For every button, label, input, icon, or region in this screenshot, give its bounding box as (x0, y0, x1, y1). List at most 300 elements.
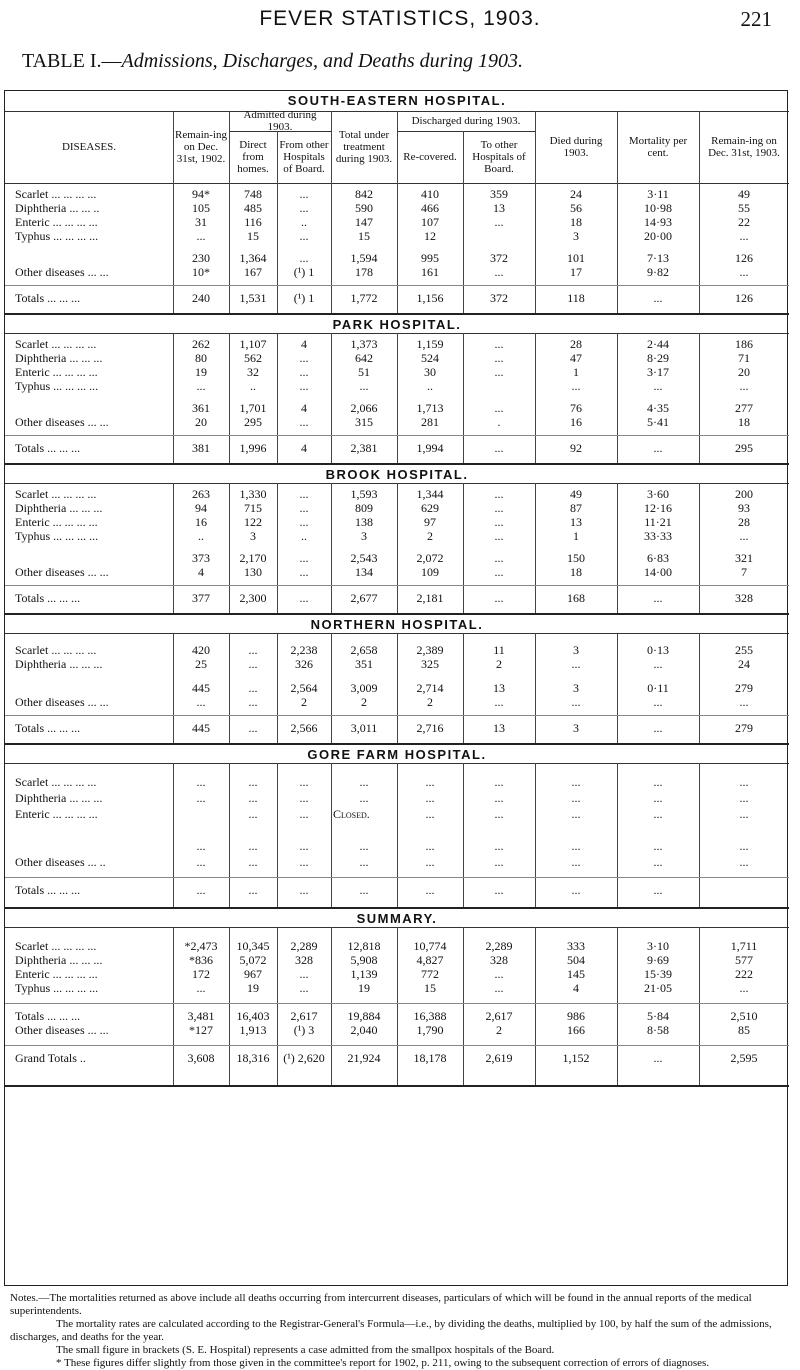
row-label: Typhus ... ... ... ... (15, 981, 99, 995)
table-cell: ... (494, 215, 504, 229)
table-row (5, 265, 789, 279)
table-cell: 150 (567, 551, 585, 565)
table-cell: ... (571, 657, 581, 671)
table-cell: 230 (192, 251, 210, 265)
row-label: Totals ... ... ... (15, 441, 81, 455)
table-cell: 118 (567, 291, 585, 305)
table-cell: 10* (192, 265, 210, 279)
table-cell: 1,913 (239, 1023, 267, 1037)
table-cell: 263 (192, 487, 210, 501)
table-cell: ... (299, 515, 309, 529)
table-cell: 445 (192, 721, 210, 735)
note-2: The mortality rates are calculated according to the Registrar-General's Formula—i.e., by dividing the deaths, multiplied by 100, by half the sum of the admissions, discharges, and deaths for the year. (10, 1318, 772, 1343)
table-cell: 2,566 (290, 721, 318, 735)
table-cell: 10·98 (644, 201, 672, 215)
table-cell: 49 (570, 487, 582, 501)
row-label: Totals ... ... ... (15, 721, 81, 735)
table-cell: ... (494, 839, 504, 853)
table-cell: 2 (496, 1023, 502, 1037)
table-cell: 1,364 (239, 251, 267, 265)
table-cell: 2 (427, 695, 433, 709)
table-cell: 3 (250, 529, 256, 543)
table-row (5, 1009, 789, 1023)
totals-rule (5, 585, 789, 586)
totals-rule (5, 715, 789, 716)
table-cell: ... (299, 565, 309, 579)
table-cell: ... (739, 791, 749, 805)
table-cell: ... (359, 775, 369, 789)
table-cell: 12 (424, 229, 436, 243)
table-cell: 4 (573, 981, 579, 995)
table-cell: 3·11 (647, 187, 669, 201)
table-cell: .. (427, 379, 433, 393)
table-cell: 359 (490, 187, 508, 201)
table-cell: 25 (195, 657, 207, 671)
table-cell: ... (494, 981, 504, 995)
table-row (5, 401, 789, 415)
table-cell: ... (299, 487, 309, 501)
table-cell: 24 (570, 187, 582, 201)
table-row (5, 1051, 789, 1065)
header-total-under (333, 111, 395, 183)
table-cell: ... (425, 855, 435, 869)
table-cell: 18 (570, 215, 582, 229)
table-cell: 138 (355, 515, 373, 529)
table-cell: (¹) 1 (293, 291, 315, 305)
table-cell: 109 (421, 565, 439, 579)
row-label: Enteric ... ... ... ... (15, 807, 98, 821)
table-cell: 18,178 (413, 1051, 447, 1065)
header-to-other (465, 131, 533, 183)
row-label: Other diseases ... ... (15, 265, 109, 279)
table-cell: 13 (570, 515, 582, 529)
table-cell: 9·82 (647, 265, 669, 279)
table-title-prefix: TABLE I.— (22, 50, 122, 72)
table-cell: 10,774 (413, 939, 447, 953)
table-cell: 15 (358, 229, 370, 243)
table-cell: ... (739, 695, 749, 709)
table-cell: 167 (244, 265, 262, 279)
table-title-italic: Admissions, Discharges, and Deaths during 1903. (121, 50, 523, 72)
table-cell: 420 (192, 643, 210, 657)
table-cell: 279 (735, 681, 753, 695)
table-cell: 1 (573, 365, 579, 379)
table-cell: 80 (195, 351, 207, 365)
header-recovered (399, 131, 461, 183)
table-cell: ... (299, 187, 309, 201)
table-cell: 1,994 (416, 441, 444, 455)
table-cell: 5·84 (647, 1009, 669, 1023)
table-cell: ... (248, 721, 258, 735)
section-rule (5, 743, 789, 745)
table-cell: ... (494, 775, 504, 789)
table-cell: 3,481 (187, 1009, 215, 1023)
table-cell: ... (359, 883, 369, 897)
table-cell: ... (299, 501, 309, 515)
table-cell: 145 (567, 967, 585, 981)
table-cell: 410 (421, 187, 439, 201)
table-cell: 32 (247, 365, 259, 379)
table-cell: 134 (355, 565, 373, 579)
table-cell: ... (299, 967, 309, 981)
table-cell: 14·00 (644, 565, 672, 579)
table-row (5, 291, 789, 305)
table-cell: ... (299, 379, 309, 393)
table-cell: ... (494, 529, 504, 543)
table-cell: ... (299, 883, 309, 897)
table-row (5, 337, 789, 351)
table-cell: ... (494, 551, 504, 565)
table-cell: 16,403 (236, 1009, 270, 1023)
table-cell: 2,510 (730, 1009, 758, 1023)
table-cell: ... (571, 839, 581, 853)
table-cell: ... (248, 695, 258, 709)
table-cell: 1,156 (416, 291, 444, 305)
table-cell: 21·05 (644, 981, 672, 995)
table-cell: ... (653, 657, 663, 671)
table-cell: ... (571, 807, 581, 821)
table-cell: ... (494, 807, 504, 821)
table-cell: 562 (244, 351, 262, 365)
table-cell: 2 (496, 657, 502, 671)
table-cell: 2·44 (647, 337, 669, 351)
table-row (5, 351, 789, 365)
table-cell: 295 (735, 441, 753, 455)
section-title-1: PARK HOSPITAL. (332, 317, 462, 332)
table-cell: ... (494, 883, 504, 897)
table-row (5, 215, 789, 229)
table-cell: 333 (567, 939, 585, 953)
table-cell: 373 (192, 551, 210, 565)
table-cell: 1,330 (239, 487, 267, 501)
table-cell: 11·21 (644, 515, 672, 529)
row-label: Totals ... ... ... (15, 591, 81, 605)
table-cell: 13 (493, 681, 505, 695)
row-label: Enteric ... ... ... ... (15, 365, 98, 379)
table-cell: 21,924 (347, 1051, 381, 1065)
table-cell: 372 (490, 291, 508, 305)
table-cell: 51 (358, 365, 370, 379)
row-label: Typhus ... ... ... ... (15, 379, 99, 393)
table-cell: 20 (738, 365, 750, 379)
table-cell: 10,345 (236, 939, 270, 953)
table-row (5, 721, 789, 735)
table-cell: 466 (421, 201, 439, 215)
table-cell: 372 (490, 251, 508, 265)
table-row (5, 365, 789, 379)
row-label: Typhus ... ... ... ... (15, 529, 99, 543)
table-cell: .. (301, 215, 307, 229)
table-row (5, 501, 789, 515)
table-cell: 87 (570, 501, 582, 515)
table-cell: 328 (295, 953, 313, 967)
table-cell: 842 (355, 187, 373, 201)
table-cell: ... (299, 807, 309, 821)
table-cell: 351 (355, 657, 373, 671)
table-cell: 20 (195, 415, 207, 429)
table-row (5, 953, 789, 967)
table-cell: 93 (738, 501, 750, 515)
table-cell: 2,564 (290, 681, 318, 695)
table-cell: ... (653, 379, 663, 393)
table-cell: ... (425, 775, 435, 789)
table-cell: ... (653, 1051, 663, 1065)
note-1: Notes.—The mortalities returned as above include all deaths occurring from intercurrent diseases, particulars of which will be found in the annual reports of the medical superintendents. (10, 1292, 752, 1317)
table-cell: ... (299, 775, 309, 789)
totals-rule (5, 877, 789, 878)
table-cell: ... (299, 839, 309, 853)
table-cell: 56 (570, 201, 582, 215)
table-cell: .. (301, 529, 307, 543)
table-cell: 4 (301, 401, 307, 415)
table-cell: ... (739, 981, 749, 995)
table-cell: 13 (493, 201, 505, 215)
table-cell: ... (653, 855, 663, 869)
table-cell: ... (248, 839, 258, 853)
table-cell: 2,072 (416, 551, 444, 565)
row-label: Grand Totals .. (15, 1051, 86, 1065)
table-cell: 7·13 (647, 251, 669, 265)
table-cell: 55 (738, 201, 750, 215)
table-cell: 11 (493, 643, 505, 657)
header-remaining-start (175, 111, 227, 183)
table-cell: ... (299, 251, 309, 265)
section-title-5: SUMMARY. (356, 911, 438, 926)
table-cell: 8·58 (647, 1023, 669, 1037)
table-cell: 28 (738, 515, 750, 529)
row-label: Diphtheria ... ... ... (15, 791, 103, 805)
table-cell: 47 (570, 351, 582, 365)
closed-text: Closed. (333, 807, 370, 821)
table-cell: 126 (735, 291, 753, 305)
table-cell: 16 (570, 415, 582, 429)
table-cell: 166 (567, 1023, 585, 1037)
table-row (5, 643, 789, 657)
table-cell: ... (196, 229, 206, 243)
table-cell: 326 (295, 657, 313, 671)
table-cell: 967 (244, 967, 262, 981)
table-cell: 381 (192, 441, 210, 455)
table-cell: 2,040 (350, 1023, 378, 1037)
table-cell: 2,543 (350, 551, 378, 565)
row-label: Totals ... ... ... (15, 1009, 81, 1023)
table-cell: ... (571, 883, 581, 897)
table-cell: 524 (421, 351, 439, 365)
table-cell: 504 (567, 953, 585, 967)
table-cell: 14·93 (644, 215, 672, 229)
table-cell: 4 (301, 441, 307, 455)
table-cell: 16 (195, 515, 207, 529)
table-cell: ... (248, 883, 258, 897)
table-cell: 2 (361, 695, 367, 709)
table-cell: 748 (244, 187, 262, 201)
section-rule (5, 907, 789, 909)
table-cell: ... (359, 855, 369, 869)
table-cell: ... (425, 791, 435, 805)
table-cell: 85 (738, 1023, 750, 1037)
header-discharged (399, 111, 533, 131)
table-cell: .. (198, 529, 204, 543)
table-cell: 1,593 (350, 487, 378, 501)
table-cell: 1,701 (239, 401, 267, 415)
row-label: Enteric ... ... ... ... (15, 515, 98, 529)
table-row (5, 251, 789, 265)
table-row (5, 441, 789, 455)
table-cell: 178 (355, 265, 373, 279)
table-cell: 2,300 (239, 591, 267, 605)
table-cell: 13 (493, 721, 505, 735)
table-cell: ... (739, 229, 749, 243)
table-cell: ... (196, 775, 206, 789)
table-cell: ... (653, 883, 663, 897)
table-row (5, 939, 789, 953)
table-cell: 30 (424, 365, 436, 379)
table-cell: 4 (198, 565, 204, 579)
table-row (5, 529, 789, 543)
table-bottom-rule (5, 1085, 789, 1087)
table-cell: 12,818 (347, 939, 381, 953)
table-cell: 325 (421, 657, 439, 671)
table-cell: 809 (355, 501, 373, 515)
table-cell: 3 (361, 529, 367, 543)
section-title-4: GORE FARM HOSPITAL. (307, 747, 487, 762)
section-rule (5, 313, 789, 315)
table-row (5, 775, 789, 789)
table-cell: 2,381 (350, 441, 378, 455)
row-label: Scarlet ... ... ... ... (15, 337, 97, 351)
note-4: * These figures differ slightly from those given in the committee's report for 1902, p. 211, owing to the subsequent correction of errors of diagnoses. (56, 1357, 710, 1369)
table-cell: ... (653, 791, 663, 805)
table-cell: ... (739, 529, 749, 543)
table-cell: 1,711 (730, 939, 758, 953)
section-title-3: NORTHERN HOSPITAL. (310, 617, 484, 632)
row-label: Enteric ... ... ... ... (15, 215, 98, 229)
table-cell: 1,531 (239, 291, 267, 305)
hdr-rule (229, 131, 331, 132)
table-cell: ... (494, 565, 504, 579)
table-row (5, 807, 789, 821)
table-cell: 122 (244, 515, 262, 529)
table-cell: 15·39 (644, 967, 672, 981)
table-row (5, 187, 789, 201)
row-label: Other diseases ... ... (15, 565, 109, 579)
table-cell: ... (248, 791, 258, 805)
table-cell: 19 (195, 365, 207, 379)
statistics-table (4, 90, 788, 1286)
header-died (537, 111, 615, 183)
row-label: Other diseases ... ... (15, 1023, 109, 1037)
table-cell: ... (248, 681, 258, 695)
table-cell: (¹) 3 (293, 1023, 315, 1037)
table-cell: 71 (738, 351, 750, 365)
table-cell: ... (653, 695, 663, 709)
table-cell: 1 (573, 529, 579, 543)
table-cell: 3·60 (647, 487, 669, 501)
table-cell: 17 (570, 265, 582, 279)
table-cell: 2,289 (485, 939, 513, 953)
table-row (5, 591, 789, 605)
table-row (5, 839, 789, 853)
table-cell: 3,011 (350, 721, 378, 735)
table-cell: 15 (247, 229, 259, 243)
table-cell: 12·16 (644, 501, 672, 515)
table-cell: 772 (421, 967, 439, 981)
table-cell: 2,617 (290, 1009, 318, 1023)
table-cell: 377 (192, 591, 210, 605)
table-cell: 16,388 (413, 1009, 447, 1023)
table-row (5, 201, 789, 215)
table-cell: 590 (355, 201, 373, 215)
totals-rule (5, 1045, 789, 1046)
table-cell: 255 (735, 643, 753, 657)
table-row (5, 551, 789, 565)
table-cell: 24 (738, 657, 750, 671)
table-cell: 1,139 (350, 967, 378, 981)
table-cell: 19,884 (347, 1009, 381, 1023)
header-diseases-text: DISEASES. (61, 141, 117, 153)
table-cell: 262 (192, 337, 210, 351)
table-cell: ... (248, 855, 258, 869)
table-cell: 94* (192, 187, 210, 201)
table-cell: 31 (195, 215, 207, 229)
table-cell: 3 (573, 721, 579, 735)
table-row (5, 657, 789, 671)
row-label: Scarlet ... ... ... ... (15, 939, 97, 953)
table-notes (10, 1292, 780, 1370)
table-cell: 4·35 (647, 401, 669, 415)
table-cell: (¹) 2,620 (283, 1051, 325, 1065)
table-cell: *2,473 (184, 939, 218, 953)
table-cell: ... (299, 791, 309, 805)
table-cell: .. (250, 379, 256, 393)
header-mortality (619, 111, 697, 183)
header-diseases (7, 111, 171, 183)
table-cell: 2,619 (485, 1051, 513, 1065)
table-cell: ... (494, 515, 504, 529)
table-cell: 328 (490, 953, 508, 967)
table-cell: 28 (570, 337, 582, 351)
running-header (0, 5, 800, 39)
table-cell: ... (494, 501, 504, 515)
table-cell: 5,908 (350, 953, 378, 967)
table-cell: ... (739, 379, 749, 393)
table-cell: 642 (355, 351, 373, 365)
header-remaining-end-text: Remain-ing on Dec. 31st, 1903. (708, 135, 780, 159)
table-cell: 3 (573, 229, 579, 243)
table-cell: ... (425, 839, 435, 853)
table-row (5, 791, 789, 805)
table-cell: ... (653, 775, 663, 789)
table-cell: ... (196, 981, 206, 995)
table-row (5, 981, 789, 995)
table-cell: ... (494, 401, 504, 415)
table-cell: ... (359, 379, 369, 393)
table-cell: 995 (421, 251, 439, 265)
table-cell: ... (653, 721, 663, 735)
table-row (5, 967, 789, 981)
row-label: Totals ... ... ... (15, 291, 81, 305)
table-cell: 1,373 (350, 337, 378, 351)
table-cell: 2,181 (416, 591, 444, 605)
table-cell: ... (571, 379, 581, 393)
row-label: Typhus ... ... ... ... (15, 229, 99, 243)
table-cell: 715 (244, 501, 262, 515)
hdr-rule (397, 131, 535, 132)
table-cell: ... (494, 337, 504, 351)
table-cell: ... (653, 441, 663, 455)
row-label: Diphtheria ... ... .. (15, 201, 100, 215)
row-label: Scarlet ... ... ... ... (15, 643, 97, 657)
